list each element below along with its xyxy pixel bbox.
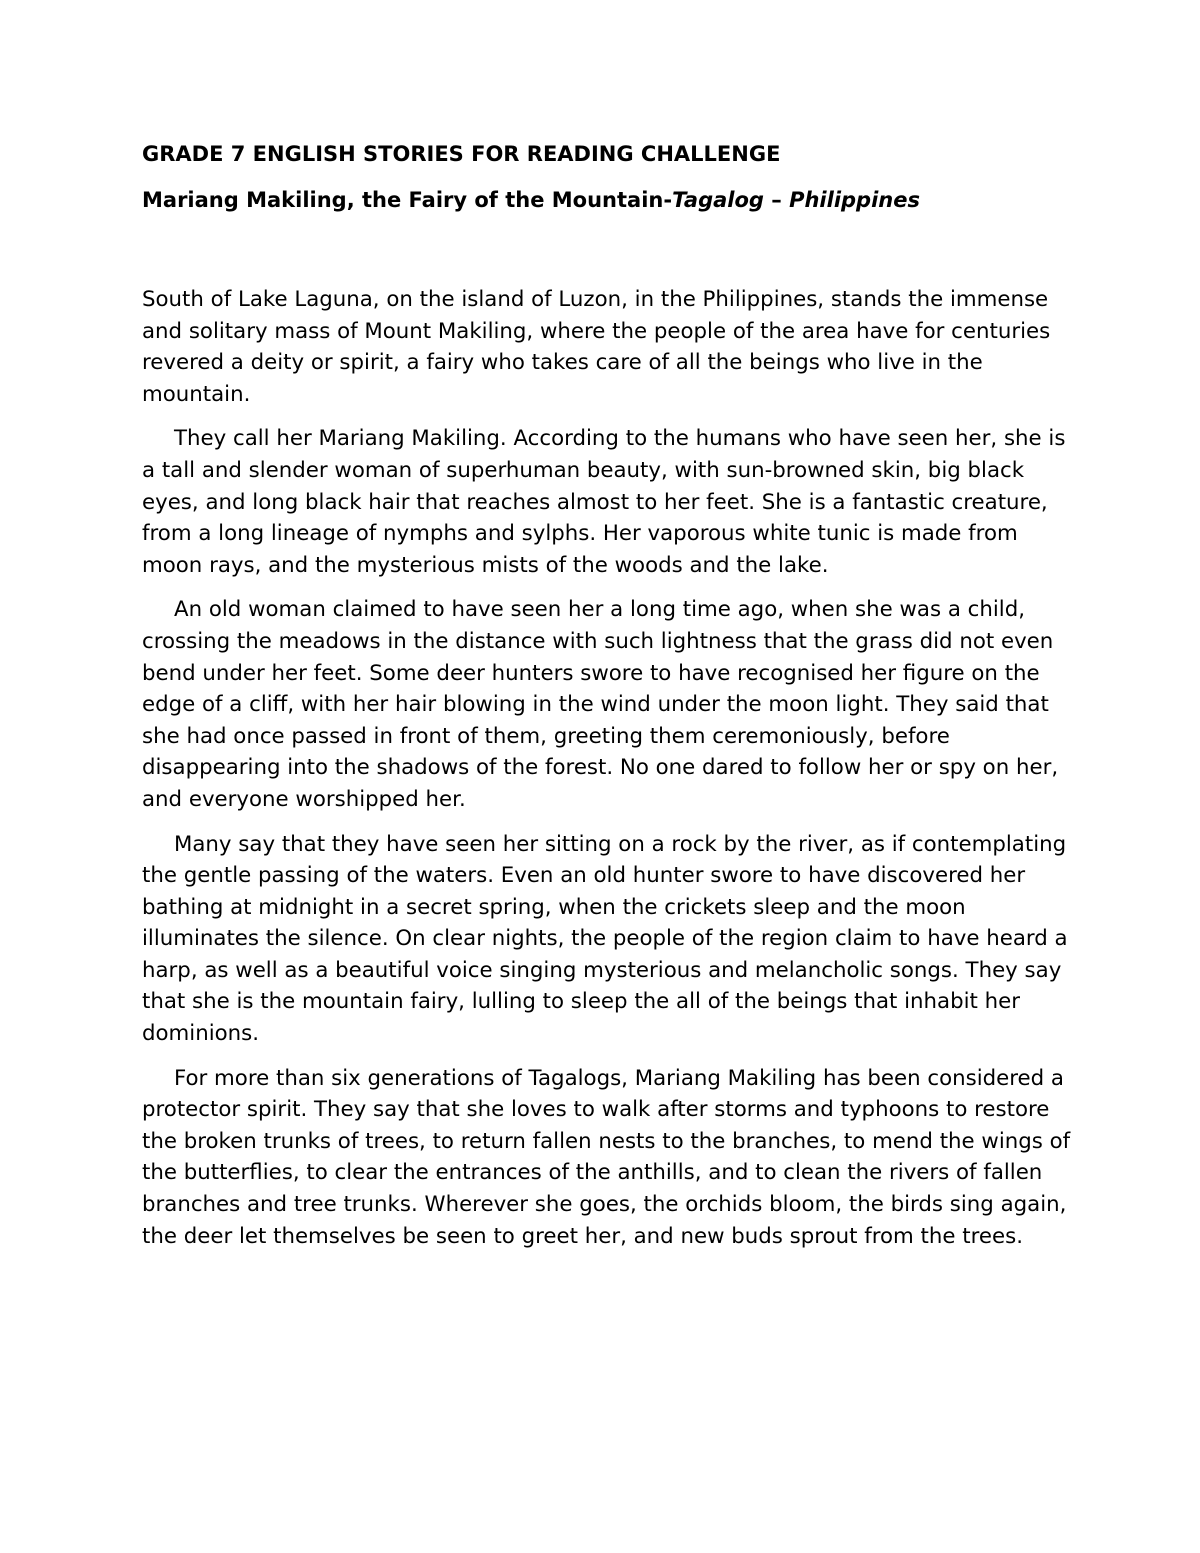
story-paragraph-2: They call her Mariang Makiling. According to the humans who have seen her, she is a tall and slender woman of superhuman beauty, with sun-browned skin, big black eyes, and long black hair that reaches almost to her feet. She is a fantastic creature, from a long lineage of nymphs and sylphs. Her vaporous white tunic is made from moon rays, and the mysterious mists of the woods and the lake.	[142, 426, 1066, 578]
document-heading: GRADE 7 ENGLISH STORIES FOR READING CHALLENGE	[142, 142, 781, 166]
story-subtitle	[142, 184, 1072, 216]
story-paragraph-4: Many say that they have seen her sitting on a rock by the river, as if contemplating the gentle passing of the waters. Even an old hunter swore to have discovered her bathing at midnight in a secret spring, when the crickets sleep and the moon illuminates the silence. On clear nights, the people of the region claim to have heard a harp, as well as a beautiful voice singing mysterious and melancholic songs. They say that she is the mountain fairy, lulling to sleep the all of the beings that inhabit her dominions.	[142, 831, 1068, 1047]
subtitle-separator: –	[763, 188, 790, 212]
story-paragraph-1: South of Lake Laguna, on the island of Luzon, in the Philippines, stands the immense and solitary mass of Mount Makiling, where the people of the area have for centuries revered a deity or spirit, a fairy who takes care of all the beings who live in the mountain.	[142, 287, 1051, 407]
story-country: Philippines	[789, 188, 920, 212]
story-language: Tagalog	[672, 188, 764, 212]
story-paragraph-3: An old woman claimed to have seen her a long time ago, when she was a child, crossing the meadows in the distance with such lightness that the grass did not even bend under her feet. Some deer hunters swore to have recognised her figure on the edge of a cliff, with her hair blowing in the wind under the moon light. They said that she had once passed in front of them, greeting them ceremoniously, before disappearing into the shadows of the forest. No one dared to follow her or spy on her, and everyone worshipped her.	[142, 597, 1059, 812]
story-title: Mariang Makiling, the Fairy of the Mountain-	[142, 188, 673, 212]
document-page	[142, 138, 1072, 1265]
story-paragraph-5: For more than six generations of Tagalogs, Mariang Makiling has been considered a protector spirit. They say that she loves to walk after storms and typhoons to restore the broken trunks of trees, to return fallen nests to the branches, to mend the wings of the butterflies, to clear the entrances of the anthills, and to clean the rivers of fallen branches and tree trunks. Wherever she goes, the orchids bloom, the birds sing again, the deer let themselves be seen to greet her, and new buds sprout from the trees.	[142, 1065, 1071, 1249]
